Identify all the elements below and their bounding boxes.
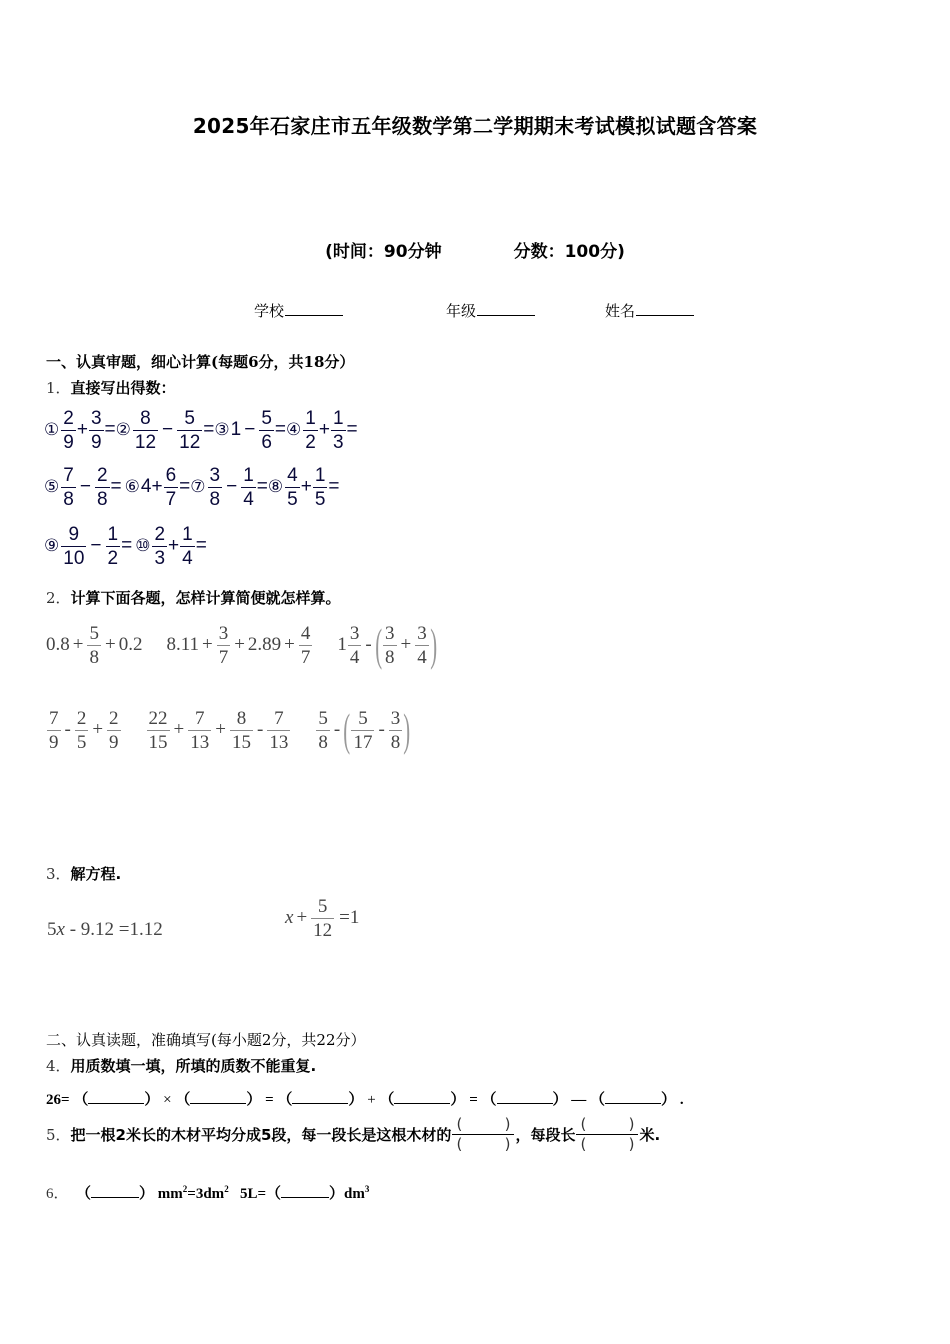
fraction: $\frac{1}{4}$ (182, 523, 193, 569)
item-mark: ⑤ (44, 477, 60, 497)
item-mark: ⑩ (135, 536, 151, 556)
school-label: 学校 (254, 302, 285, 320)
answer-blank[interactable] (281, 1185, 329, 1198)
name-blank[interactable] (636, 301, 694, 316)
item-mark: ① (44, 420, 60, 440)
question-5 (46, 1117, 660, 1152)
q4-prompt: 用质数填一填，所填的质数不能重复. (70, 1057, 317, 1075)
q1-prompt: 直接写出得数： (70, 379, 176, 397)
fraction: $\frac{4}{5}$ (287, 464, 298, 510)
equation-2: x + $\frac{5}{12}$ =1 (285, 895, 360, 941)
operator: − (244, 419, 256, 440)
expression-4: $\frac{7}{9}$ - $\frac{2}{5}$ + $\frac{2}{9}$ (49, 707, 119, 753)
question-1 (46, 377, 176, 398)
name-field[interactable] (605, 300, 694, 321)
q3-number: 3． (46, 865, 71, 883)
operator: + (318, 419, 330, 440)
item-mark: ⑥ (124, 477, 140, 497)
whole-number: 1 (230, 419, 242, 440)
q1-row-1 (44, 406, 358, 454)
answer-blank[interactable] (190, 1091, 246, 1104)
section-1-heading: 一、认真审题，细心计算(每题6分，共18分） (46, 353, 355, 371)
fraction: $\frac{1}{4}$ (243, 464, 254, 510)
question-3 (46, 863, 121, 884)
question-6: 6． （ ） $mm^2=3dm^2$ 5L=（ ）$dm^3$ (46, 1184, 370, 1202)
equation-1: 5 x - 9.12 =1.12 (47, 919, 163, 940)
q3-prompt: 解方程. (70, 865, 122, 883)
operator: + (151, 476, 163, 497)
fraction: $\frac{1}{3}$ (332, 407, 344, 453)
q1-row-2 (44, 463, 340, 511)
q5-number: 5． (46, 1126, 71, 1144)
q1-row-3 (44, 522, 207, 570)
q4-number: 4． (46, 1057, 71, 1075)
fraction: $\frac{2}{8}$ (96, 464, 108, 510)
fraction: $\frac{6}{7}$ (165, 464, 177, 510)
fraction: $\frac{8}{12}$ (134, 407, 157, 453)
question-2 (46, 587, 341, 608)
q2-row-2 (46, 701, 435, 759)
fraction: $\frac{5}{6}$ (261, 407, 272, 453)
operator: + (76, 419, 88, 440)
equals: = (110, 476, 122, 497)
item-mark: ② (115, 420, 131, 440)
answer-blank[interactable] (91, 1185, 139, 1198)
fraction: $\frac{7}{8}$ (63, 464, 74, 510)
operator: − (226, 476, 238, 497)
operator: + (168, 535, 180, 556)
operator: − (162, 419, 174, 440)
time-label: (时间：90分钟 (325, 242, 442, 262)
item-mark: ⑧ (267, 477, 284, 497)
answer-blank[interactable] (88, 1091, 144, 1104)
answer-blank[interactable] (394, 1091, 450, 1104)
fraction: $\frac{2}{9}$ (63, 407, 74, 453)
school-blank[interactable] (285, 301, 343, 316)
operator: + (300, 476, 312, 497)
expression-5: $\frac{22}{15}$ + $\frac{7}{13}$ + $\frac{8}{15}$ - $\frac{7}{13}$ (148, 707, 289, 753)
grade-blank[interactable] (477, 301, 535, 316)
section-2-heading: 二、认真读题，准确填写(每小题2分，共22分） (46, 1031, 366, 1049)
fraction: $\frac{1}{2}$ (305, 407, 316, 453)
q2-prompt: 计算下面各题，怎样计算简便就怎样算。 (70, 589, 341, 607)
equals: = (256, 476, 268, 497)
grade-field[interactable] (446, 300, 535, 321)
expression-6: $\frac{5}{8}$ - ( $\frac{5}{17}$ - $\frac{3}{8}$ ) (318, 704, 411, 755)
item-mark: ⑦ (190, 477, 206, 497)
grade-label: 年级 (446, 302, 477, 320)
fraction: $\frac{5}{12}$ (179, 407, 201, 453)
equals: = (121, 535, 133, 556)
fraction: $\frac{3}{9}$ (90, 407, 102, 453)
q5-text: 把一根2米长的木材平均分成5段，每一段长是这根木材的 (70, 1126, 452, 1144)
length-answer-blank[interactable]: ( ) ( ) (576, 1117, 638, 1152)
fraction: $\frac{9}{10}$ (63, 523, 85, 569)
fraction: $\frac{1}{2}$ (107, 523, 119, 569)
equals: = (104, 419, 116, 440)
fraction: $\frac{2}{3}$ (154, 523, 166, 569)
question-4 (46, 1055, 316, 1076)
answer-blank[interactable] (497, 1091, 553, 1104)
q5-text-3: 米. (639, 1126, 661, 1144)
score-label: 分数：100分) (513, 242, 625, 262)
fraction: $\frac{3}{8}$ (209, 464, 221, 510)
expression-3: 1 $\frac{3}{4}$ - ( $\frac{3}{8}$ + $\frac{3}{4}$ ) (337, 619, 437, 670)
equals: = (203, 419, 215, 440)
item-mark: ⑨ (44, 536, 60, 556)
fraction-answer-blank[interactable]: ( ) ( ) (452, 1117, 514, 1152)
expression-2: 8.11 + $\frac{3}{7}$ + 2.89 + $\frac{4}{7}$ (166, 622, 311, 668)
operator: − (79, 476, 91, 497)
expression-1: 0.8 + $\frac{5}{8}$ + 0.2 (46, 622, 143, 668)
answer-blank[interactable] (605, 1091, 661, 1104)
q1-number: 1． (46, 379, 71, 397)
whole-number: 4 (140, 476, 152, 497)
equals: = (346, 419, 358, 440)
operator: − (90, 535, 102, 556)
q4-fill-line: 26= （ ） × （ ） = （ ） + （ ） = （ ） — （ ） . (46, 1092, 684, 1108)
item-mark: ④ (286, 420, 302, 440)
equals: = (274, 419, 286, 440)
fraction: $\frac{1}{5}$ (314, 464, 326, 510)
q2-row-1 (46, 616, 461, 674)
equals: = (179, 476, 191, 497)
q6-number: 6． (46, 1186, 69, 1202)
item-mark: ③ (214, 420, 230, 440)
page-title: 2025年石家庄市五年级数学第二学期期末考试模拟试题含答案 (192, 114, 758, 138)
q5-text-2: ，每段长 (515, 1126, 576, 1144)
equals: = (195, 535, 207, 556)
school-field[interactable] (254, 300, 343, 321)
q2-number: 2． (46, 589, 71, 607)
exam-meta (0, 237, 950, 262)
answer-blank[interactable] (292, 1091, 348, 1104)
name-label: 姓名 (605, 302, 636, 320)
equals: = (328, 476, 340, 497)
